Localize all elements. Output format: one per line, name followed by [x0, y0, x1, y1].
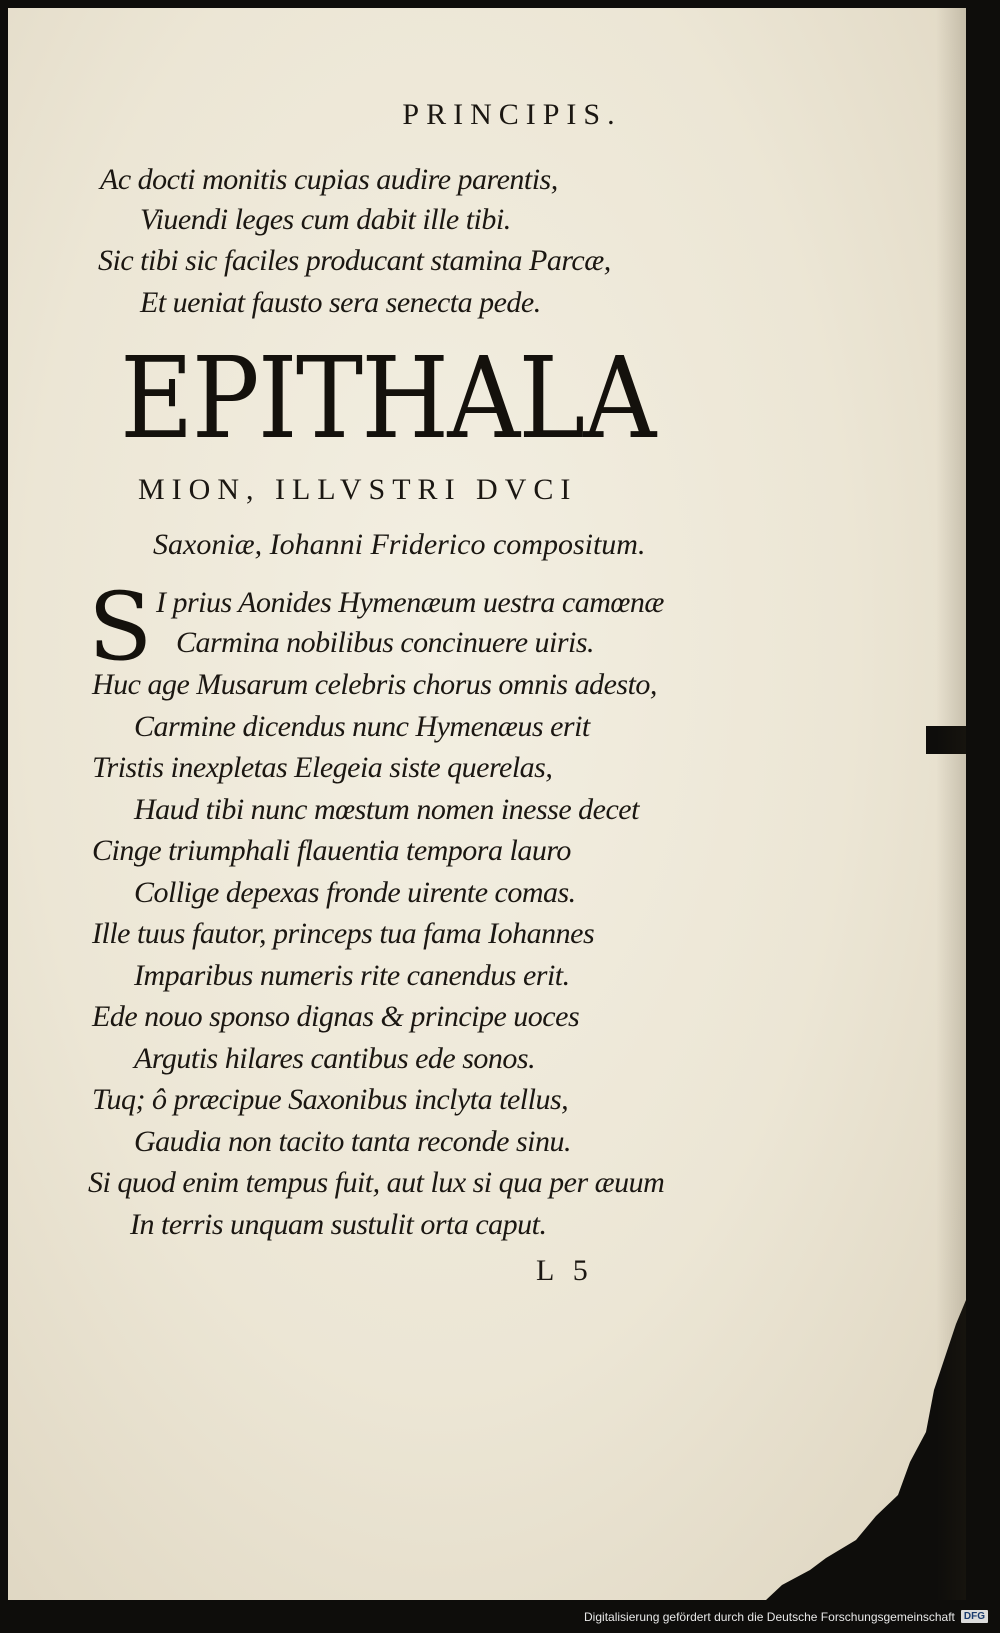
verse-line: Carmina nobilibus concinuere uiris. [176, 626, 595, 659]
verse-line: Imparibus numeris rite canendus erit. [134, 959, 570, 992]
verse-line: Ac docti monitis cupias audire parentis, [100, 163, 558, 196]
verse-line: Et ueniat fausto sera senecta pede. [140, 286, 541, 319]
book-page [8, 8, 966, 1600]
verse-line: Gaudia non tacito tanta reconde sinu. [134, 1125, 572, 1158]
title-line-2: MION, ILLVSTRI DVCI [138, 473, 578, 506]
running-header: PRINCIPIS. [402, 98, 622, 131]
dfg-logo: DFG [961, 1610, 988, 1623]
verse-line: Sic tibi sic faciles producant stamina Parcæ, [98, 244, 611, 277]
verse-line: Si quod enim tempus fuit, aut lux si qua per æuum [88, 1166, 665, 1199]
drop-capital: S [88, 573, 153, 682]
verse-line: Haud tibi nunc mœstum nomen inesse decet [134, 793, 639, 826]
title-line-3: Saxoniæ, Iohanni Friderico compositum. [153, 528, 646, 561]
verse-line: Carmine dicendus nunc Hymenæus erit [134, 710, 590, 743]
bleed-through-text [896, 113, 936, 1213]
catchword-signature: L 5 [536, 1254, 594, 1287]
verse-line: Ille tuus fautor, princeps tua fama Iohannes [92, 917, 595, 950]
verse-line: Tuq; ô præcipue Saxonibus inclyta tellus, [92, 1083, 569, 1116]
verse-line: Collige depexas fronde uirente comas. [134, 876, 576, 909]
verse-line: In terris unquam sustulit orta caput. [130, 1208, 547, 1241]
verse-line: Huc age Musarum celebris chorus omnis adesto, [92, 668, 657, 701]
verse-line: Tristis inexpletas Elegeia siste querelas, [92, 751, 553, 784]
verse-line: Viuendi leges cum dabit ille tibi. [140, 203, 511, 236]
verse-line: Ede nouo sponso dignas & principe uoces [92, 1000, 580, 1033]
verse-line: I prius Aonides Hymenæum uestra camœnæ [156, 586, 664, 619]
torn-corner [766, 1300, 966, 1600]
title-epithala: EPITHALA [120, 334, 655, 464]
verse-line: Argutis hilares cantibus ede sonos. [134, 1042, 536, 1075]
page-marker [926, 726, 966, 754]
digitization-footer [0, 1600, 1000, 1633]
footer-text: Digitalisierung gefördert durch die Deutsche Forschungsgemeinschaft [584, 1609, 955, 1624]
verse-line: Cinge triumphali flauentia tempora lauro [92, 834, 571, 867]
